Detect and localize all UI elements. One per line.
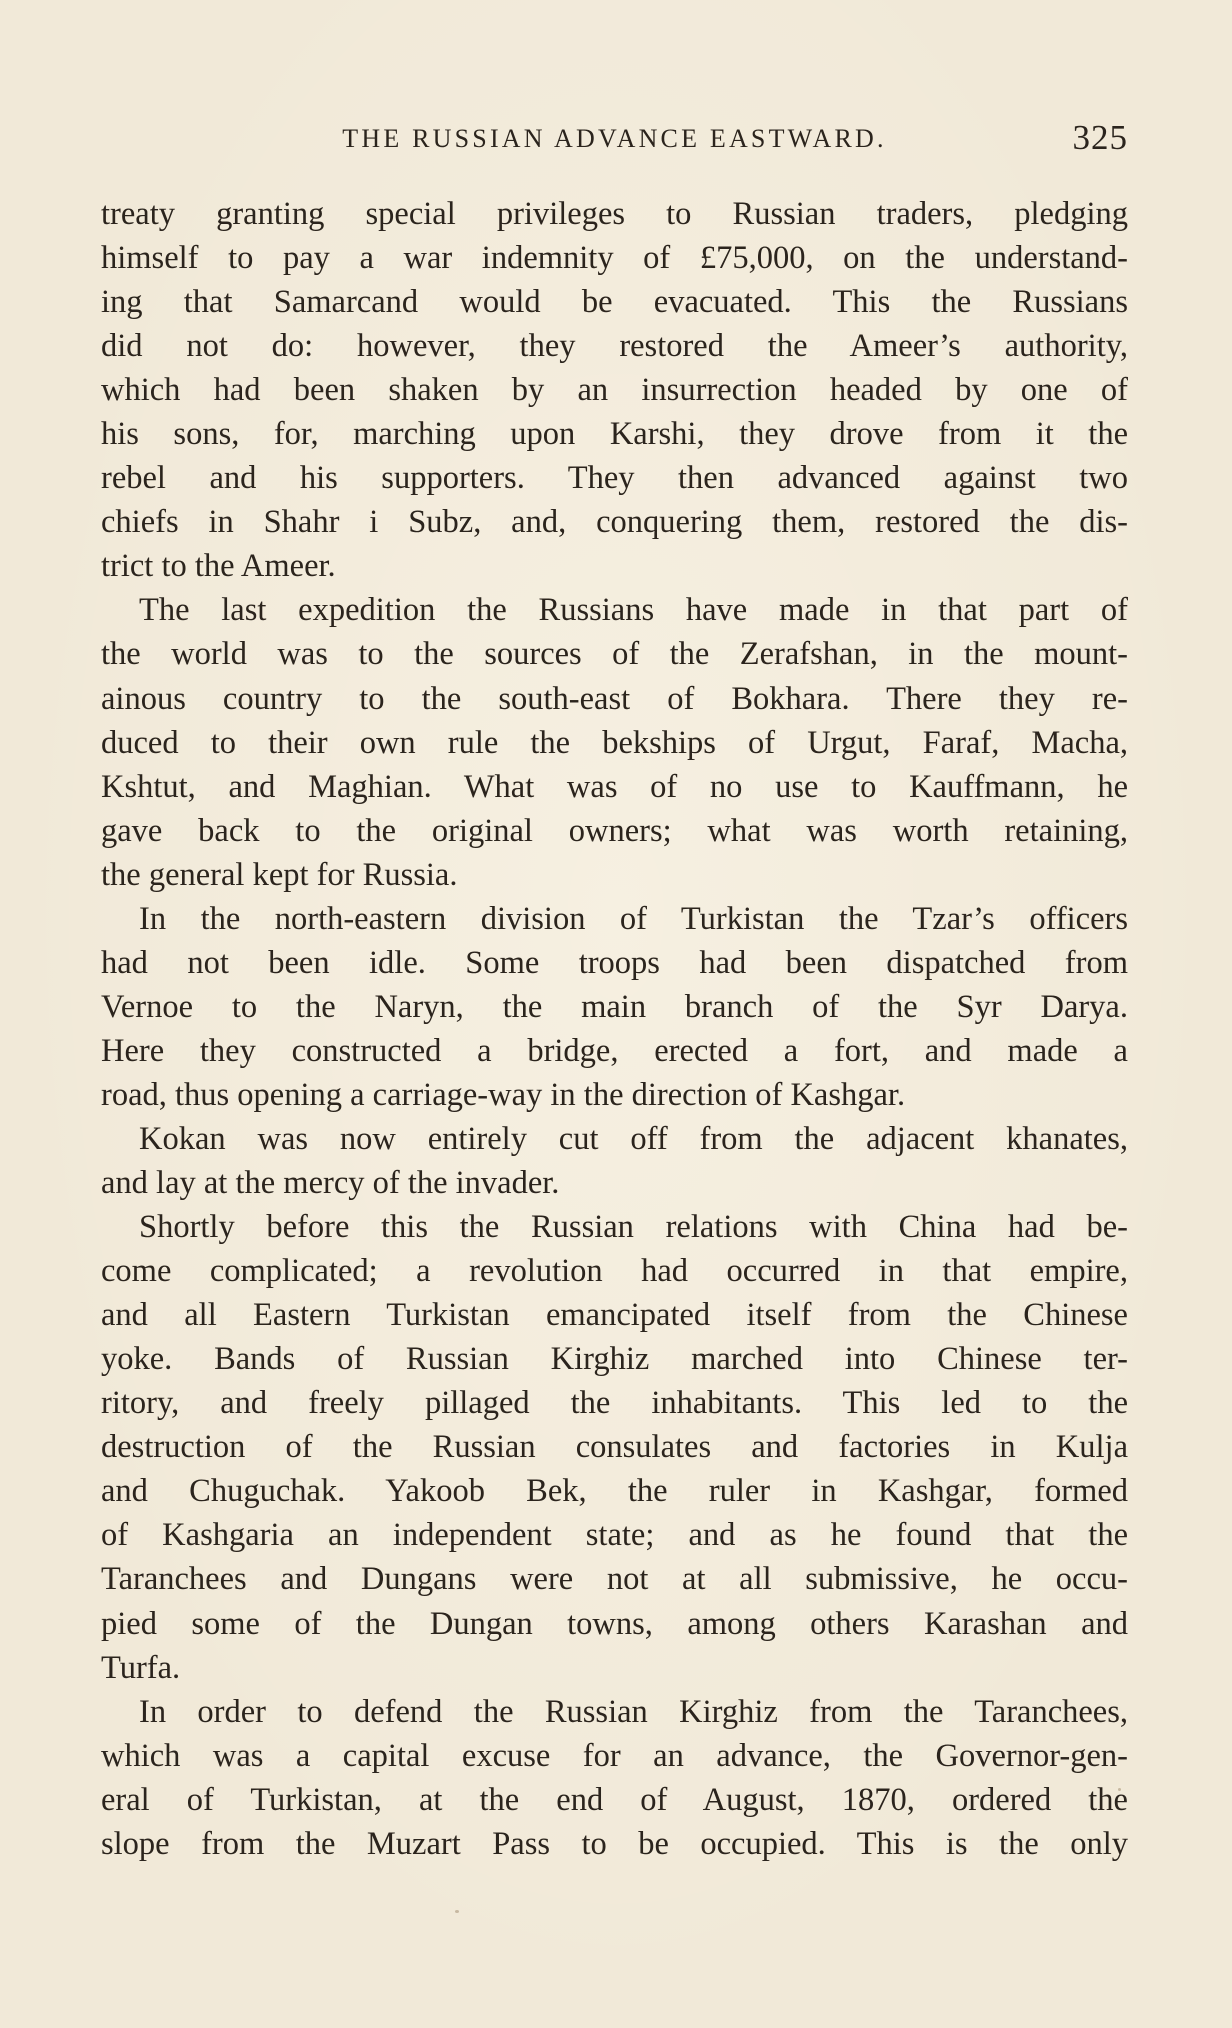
text-line: Kshtut, and Maghian. What was of no use to Kauffmann, he [101, 768, 1128, 805]
text-line: the world was to the sources of the Zerafshan, in the mount- [101, 636, 1128, 673]
text-line: had not been idle. Some troops had been dispatched from [101, 944, 1128, 981]
text-line: did not do: however, they restored the Ameer’s authority, [101, 328, 1128, 365]
paragraph-first-line: Shortly before this the Russian relations with China had be- [139, 1209, 1128, 1246]
text-line: road, thus opening a carriage-way in the direction of Kashgar. [101, 1076, 906, 1113]
text-line: and Chuguchak. Yakoob Bek, the ruler in Kashgar, formed [101, 1473, 1128, 1510]
paragraph-first-line: In order to defend the Russian Kirghiz from the Taranchees, [139, 1693, 1128, 1730]
text-line: himself to pay a war indemnity of £75,000, on the understand- [101, 240, 1128, 277]
text-line: yoke. Bands of Russian Kirghiz marched into Chinese ter- [101, 1341, 1128, 1378]
text-line: the general kept for Russia. [101, 856, 458, 893]
text-line: which was a capital excuse for an advance, the Governor-gen- [101, 1737, 1128, 1774]
text-line: trict to the Ameer. [101, 548, 336, 585]
text-line: Taranchees and Dungans were not at all submissive, he occu- [101, 1561, 1128, 1598]
text-line: and all Eastern Turkistan emancipated itself from the Chinese [101, 1297, 1128, 1334]
paper-speck [1118, 1788, 1121, 1791]
paragraph-first-line: In the north-eastern division of Turkistan the Tzar’s officers [139, 900, 1128, 937]
body-text [101, 192, 1128, 1866]
text-line: pied some of the Dungan towns, among others Karashan and [101, 1605, 1128, 1642]
text-line: duced to their own rule the bekships of Urgut, Faraf, Macha, [101, 724, 1128, 761]
text-line: ritory, and freely pillaged the inhabitants. This led to the [101, 1385, 1128, 1422]
page-header [101, 118, 1128, 162]
paragraph-first-line: The last expedition the Russians have made in that part of [139, 592, 1128, 629]
text-line: rebel and his supporters. They then advanced against two [101, 460, 1128, 497]
text-line: Turfa. [101, 1649, 181, 1686]
paper-speck [455, 1910, 459, 1913]
text-line: his sons, for, marching upon Karshi, they drove from it the [101, 416, 1128, 453]
text-line: Vernoe to the Naryn, the main branch of the Syr Darya. [101, 988, 1128, 1025]
paragraph-first-line: Kokan was now entirely cut off from the adjacent khanates, [139, 1120, 1128, 1157]
text-line: treaty granting special privileges to Russian traders, pledging [101, 196, 1128, 232]
running-head: THE RUSSIAN ADVANCE EASTWARD. [342, 124, 887, 153]
text-line: come complicated; a revolution had occurred in that empire, [101, 1253, 1128, 1290]
text-line: chiefs in Shahr i Subz, and, conquering them, restored the dis- [101, 504, 1128, 541]
text-line: which had been shaken by an insurrection headed by one of [101, 372, 1128, 409]
text-line: and lay at the mercy of the invader. [101, 1165, 560, 1202]
text-line: eral of Turkistan, at the end of August, 1870, ordered the [101, 1781, 1128, 1818]
text-line: gave back to the original owners; what was worth retaining, [101, 812, 1128, 849]
text-line: destruction of the Russian consulates and factories in Kulja [101, 1429, 1128, 1466]
page-number: 325 [1072, 118, 1128, 157]
text-line: Here they constructed a bridge, erected a fort, and made a [101, 1032, 1128, 1069]
text-line: slope from the Muzart Pass to be occupied. This is the only [101, 1825, 1128, 1862]
text-line: of Kashgaria an independent state; and as he found that the [101, 1517, 1128, 1554]
text-line: ing that Samarcand would be evacuated. This the Russians [101, 284, 1128, 321]
text-line: ainous country to the south-east of Bokhara. There they re- [101, 680, 1128, 717]
